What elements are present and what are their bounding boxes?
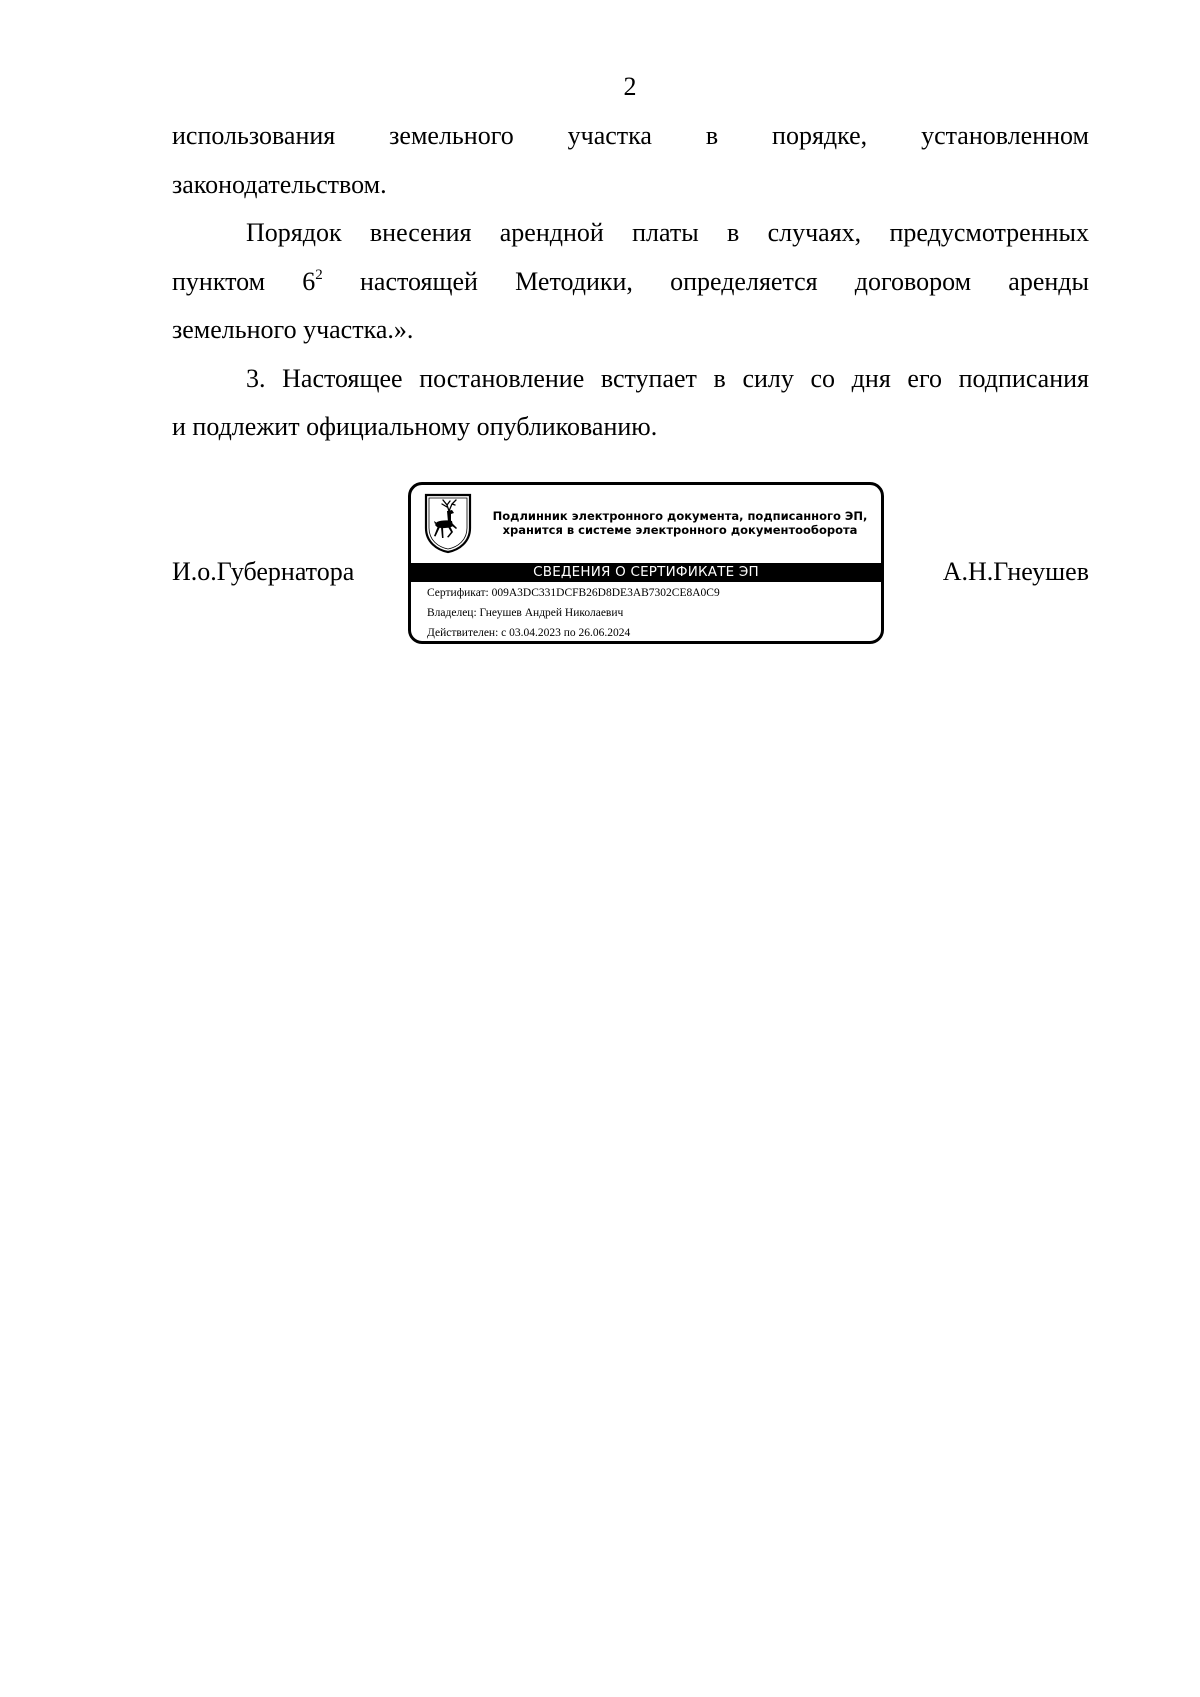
stamp-band-title: СВЕДЕНИЯ О СЕРТИФИКАТЕ ЭП [411,563,881,582]
text-fragment: настоящей Методики, определяется договором аренды [322,266,1089,296]
text-line: законодательством. [172,169,387,199]
certificate-number: Сертификат: 009A3DC331DCFB26D8DE3AB7302CE8A0C9 [427,587,720,599]
certificate-owner: Владелец: Гнеушев Андрей Николаевич [427,607,624,619]
certificate-validity: Действителен: с 03.04.2023 по 26.06.2024 [427,627,631,639]
paragraph-payment-order [172,209,1089,355]
text-fragment: пунктом 6 [172,266,316,296]
text-line: земельного участка.». [172,315,414,344]
e-signature-stamp [408,482,884,644]
coat-of-arms-deer-icon [423,492,473,554]
paragraph-continuation [172,112,1089,209]
signature-block [172,480,1089,655]
text-line: Порядок внесения арендной платы в случаях, предусмотренных [246,218,1089,247]
text-line: 3. Настоящее постановление вступает в силу со дня его подписания [246,363,1089,393]
signer-title: И.о.Губернатора [172,557,355,586]
text-line [172,258,1089,307]
signer-name: А.Н.Гнеушев [942,557,1089,586]
page-number: 2 [623,72,637,101]
paragraph-effective-date [172,355,1089,452]
stamp-header: Подлинник электронного документа, подписанного ЭП, хранится в системе электронного документооборота [492,509,868,537]
text-line: и подлежит официальному опубликованию. [172,412,658,441]
document-body [172,112,1089,452]
text-line: использования земельного участка в порядке, установленном [172,121,1089,150]
superscript: 2 [315,266,323,283]
